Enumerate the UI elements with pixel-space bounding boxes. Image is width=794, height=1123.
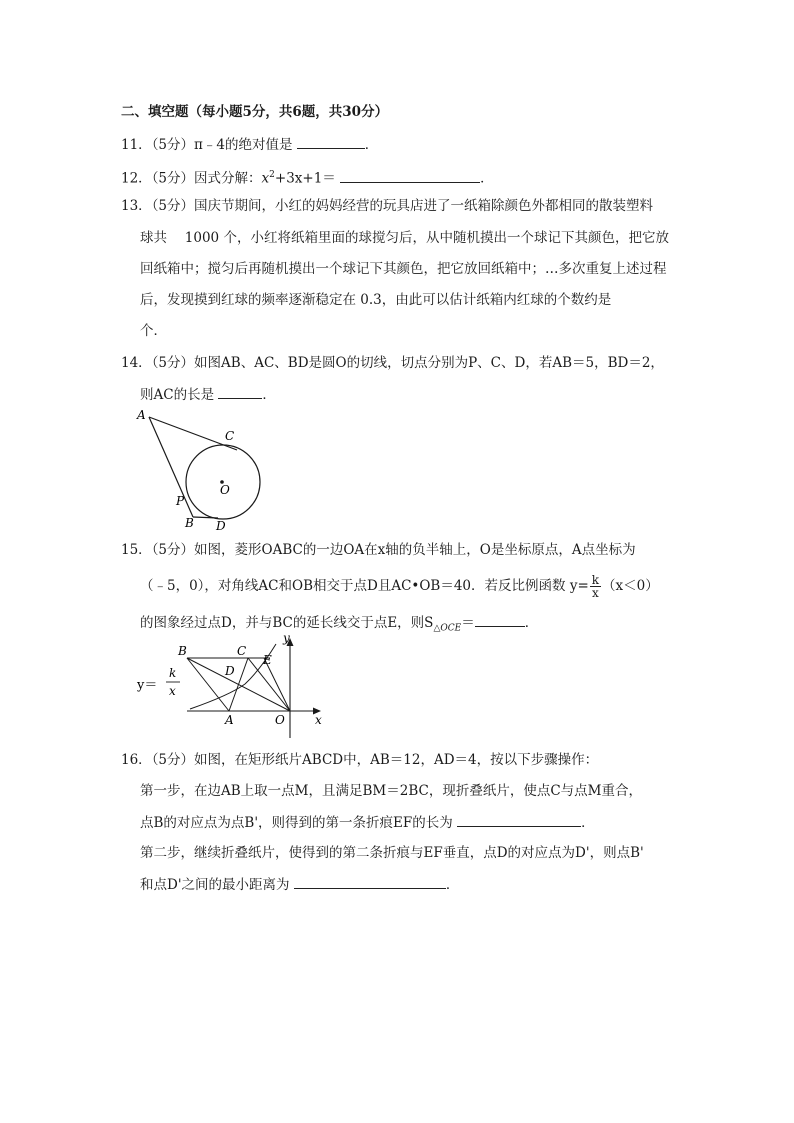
segment-ba bbox=[187, 658, 229, 711]
q13-score: （5分） bbox=[151, 198, 195, 214]
question-14: 14．（5分）如图AB、AC、BD是圆O的切线，切点分别为P、C、D，若AB＝5，BD＝2， bbox=[121, 355, 664, 371]
q11-text: π﹣4的绝对值是 bbox=[194, 137, 293, 153]
function-k: k bbox=[169, 666, 177, 680]
q16-line-4: 第二步，继续折叠纸片，使得到的第二条折痕与EF垂直，点D的对应点为D'，则点B' bbox=[140, 845, 644, 861]
q16-line-5: 和点D'之间的最小距离为 ． bbox=[140, 874, 459, 895]
q13-line-3: 回纸箱中；搅匀后再随机摸出一个球记下其颜色，把它放回纸箱中；…多次重复上述过程 bbox=[140, 261, 667, 277]
q14-answer-blank[interactable] bbox=[218, 384, 262, 399]
q12-score: （5分） bbox=[151, 170, 195, 187]
q14-figure bbox=[130, 404, 280, 536]
q16-answer-blank-2[interactable] bbox=[294, 874, 446, 889]
label-d: D bbox=[225, 664, 235, 678]
q12-number: 12． bbox=[121, 170, 152, 187]
label-o: O bbox=[220, 483, 230, 497]
label-d: D bbox=[216, 519, 226, 533]
q14-line-2: 则AC的长是 ． bbox=[140, 384, 276, 405]
question-16: 16．（5分）如图，在矩形纸片ABCD中，AB＝12，AD＝4，按以下步骤操作： bbox=[121, 752, 599, 768]
q16-line-2: 第一步，在边AB上取一点M，且满足BM＝2BC，现折叠纸片，使点C与点M重合， bbox=[140, 783, 642, 799]
label-c: C bbox=[237, 644, 247, 658]
q15-fraction: $\frac{k}{x}$ bbox=[591, 573, 600, 600]
label-y-axis: y bbox=[283, 631, 290, 645]
question-13: 13．（5分）国庆节期间，小红的妈妈经营的玩具店进了一纸箱除颜色外都相同的散装塑料 bbox=[121, 198, 654, 214]
function-lhs: y＝ bbox=[137, 678, 158, 693]
q14-number: 14． bbox=[121, 355, 152, 371]
label-x-axis: x bbox=[315, 713, 322, 727]
q13-number: 13． bbox=[121, 198, 152, 214]
q15-line-2: （﹣5，0），对角线AC和OB相交于点D且AC•OB＝40．若反比例函数 y= $\frac{k}{x}$ （x＜0） bbox=[140, 573, 659, 600]
question-15: 15．（5分）如图，菱形OABC的一边OA在x轴的负半轴上，O是坐标原点，A点坐标为 bbox=[121, 542, 636, 558]
q16-answer-blank-1[interactable] bbox=[457, 812, 581, 827]
q16-score: （5分） bbox=[151, 752, 195, 768]
q12-expression: +3x+1＝ bbox=[274, 170, 336, 187]
q16-number: 16． bbox=[121, 752, 152, 768]
label-p: P bbox=[176, 494, 185, 508]
function-x: x bbox=[169, 684, 176, 698]
tangent-ab bbox=[149, 417, 193, 517]
q12-answer-blank[interactable] bbox=[340, 168, 480, 183]
section-title: 二、填空题（每小题5分，共6题，共30分） bbox=[121, 104, 389, 120]
q15-score: （5分） bbox=[151, 542, 195, 558]
label-e: E bbox=[263, 653, 272, 667]
label-o: O bbox=[275, 713, 285, 727]
q15-figure bbox=[135, 630, 335, 742]
q11-score: （5分） bbox=[151, 137, 195, 153]
q13-line-4: 后，发现摸到红球的频率逐渐稳定在 0.3，由此可以估计纸箱内红球的个数约是 bbox=[140, 292, 612, 308]
label-a: A bbox=[137, 408, 146, 422]
q14-score: （5分） bbox=[151, 355, 195, 371]
q15-answer-blank[interactable] bbox=[475, 612, 525, 627]
label-b: B bbox=[185, 516, 194, 530]
q13-line-5: 个． bbox=[140, 323, 167, 339]
label-a: A bbox=[225, 713, 234, 727]
label-c: C bbox=[225, 429, 235, 443]
q15-number: 15． bbox=[121, 542, 152, 558]
question-11: 11．（5分）π﹣4的绝对值是 ． bbox=[121, 134, 378, 155]
question-12: 12．（5分）因式分解：$x^2+3x+1=$ ． bbox=[121, 165, 494, 189]
label-b: B bbox=[178, 644, 187, 658]
q15-line-3: 的图象经过点D，并与BC的延长线交于点E，则$S_{\triangle OCE}=$ ． bbox=[140, 612, 538, 639]
q11-answer-blank[interactable] bbox=[297, 134, 365, 149]
q11-number: 11． bbox=[121, 137, 152, 153]
q13-line-2: 球共 1000 个，小红将纸箱里面的球搅匀后，从中随机摸出一个球记下其颜色，把它放 bbox=[140, 230, 669, 246]
q16-line-3: 点B的对应点为点B'，则得到的第一条折痕EF的长为 ． bbox=[140, 812, 595, 833]
